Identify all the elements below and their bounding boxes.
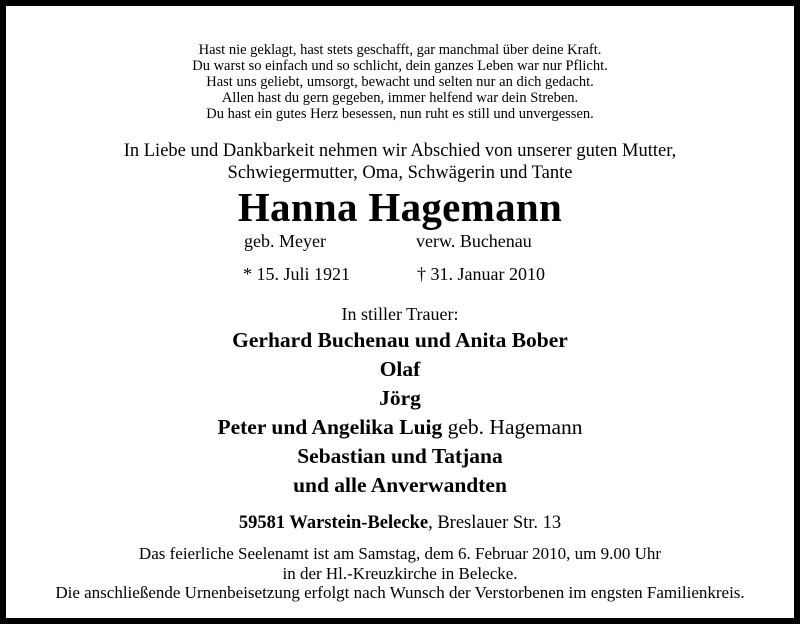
mourner-line: Sebastian und Tatjana (297, 444, 503, 468)
birth-name: geb. Meyer (244, 231, 326, 251)
intro-line: Schwiegermutter, Oma, Schwägerin und Tante (227, 163, 573, 183)
poem-line: Allen hast du gern gegeben, immer helfend war dein Streben. (221, 90, 579, 106)
poem-line: Hast nie geklagt, hast stets geschafft, gar manchmal über deine Kraft. (198, 42, 602, 58)
farewell-intro (12, 140, 788, 184)
poem (12, 42, 788, 122)
deceased-name: Hanna Hagemann (237, 184, 563, 230)
mourners-list (12, 326, 788, 500)
mourner-line: und alle Anverwandten (293, 473, 507, 497)
birth-date: * 15. Juli 1921 (243, 264, 351, 284)
intro-line: In Liebe und Dankbarkeit nehmen wir Abschied von unserer guten Mutter, (123, 141, 677, 161)
family-address (12, 512, 788, 534)
death-date: † 31. Januar 2010 (417, 264, 545, 284)
mourner-line: Gerhard Buchenau und Anita Bober (232, 328, 568, 352)
poem-line: Du hast ein gutes Herz besessen, nun ruht es still und unvergessen. (206, 106, 594, 122)
poem-line: Hast uns geliebt, umsorgt, bewacht und selten nur an dich gedacht. (206, 74, 594, 90)
mourner-birth-name: geb. Hagemann (442, 415, 583, 439)
address-city: 59581 Warstein-Belecke (238, 513, 429, 533)
mourner-names: Peter und Angelika Luig (217, 415, 443, 439)
poem-line: Du warst so einfach und so schlicht, dein ganzes Leben war nur Pflicht. (192, 58, 608, 74)
mourning-label: In stiller Trauer: (341, 304, 459, 324)
mourner-line: Olaf (379, 357, 421, 381)
service-line: in der Hl.-Kreuzkirche in Belecke. (282, 563, 518, 583)
service-line: Die anschließende Urnenbeisetzung erfolgt nach Wunsch der Verstorbenen im engsten Familienkreis. (55, 583, 745, 602)
service-line: Das feierliche Seelenamt ist am Samstag, dem 6. Februar 2010, um 9.00 Uhr (138, 544, 662, 563)
mourner-line: Jörg (379, 386, 421, 410)
widowed-name: verw. Buchenau (416, 231, 532, 251)
address-street: , Breslauer Str. 13 (428, 513, 562, 533)
mourner-line (12, 413, 788, 442)
service-info (12, 544, 788, 603)
